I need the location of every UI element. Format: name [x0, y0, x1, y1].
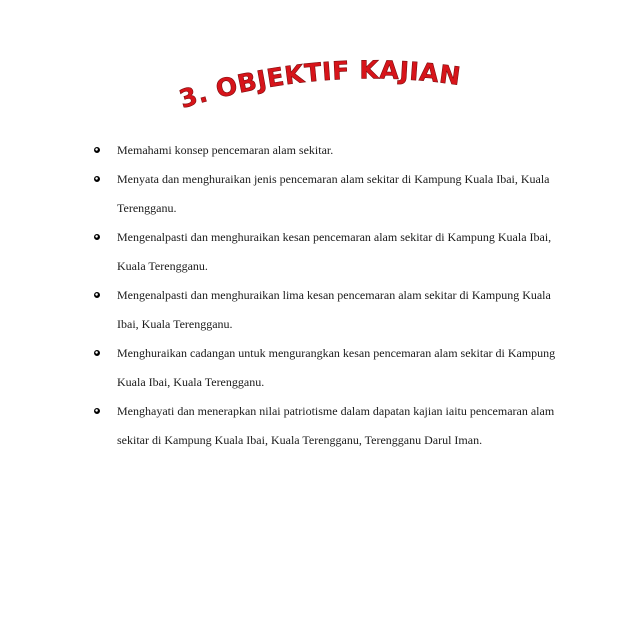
objective-text: Mengenalpasti dan menghuraikan kesan pencemaran alam sekitar di Kampung Kuala Ibai, Kuala Terengganu.	[117, 230, 552, 273]
page-title-text: 3. OBJEKTIF KAJIAN	[175, 55, 463, 114]
list-item	[92, 136, 562, 165]
list-item	[92, 339, 562, 397]
list-item	[92, 165, 562, 223]
round-bullet-icon	[94, 234, 100, 240]
objective-text: Memahami konsep pencemaran alam sekitar.	[117, 143, 334, 157]
objective-text: Menghuraikan cadangan untuk mengurangkan kesan pencemaran alam sekitar di Kampung Kuala Ibai, Kuala Terengganu.	[117, 346, 556, 389]
round-bullet-icon	[94, 292, 100, 298]
round-bullet-icon	[94, 147, 100, 153]
round-bullet-icon	[94, 176, 100, 182]
list-item	[92, 223, 562, 281]
page-title	[176, 55, 463, 114]
list-item	[92, 281, 562, 339]
round-bullet-icon	[94, 350, 100, 356]
page-title-wordart	[175, 55, 463, 114]
objective-text: Mengenalpasti dan menghuraikan lima kesan pencemaran alam sekitar di Kampung Kuala Ibai, Kuala Terengganu.	[117, 288, 551, 331]
objective-text: Menghayati dan menerapkan nilai patriotisme dalam dapatan kajian iaitu pencemaran alam sekitar di Kampung Kuala Ibai, Kuala Terengganu, Terengganu Darul Iman.	[117, 404, 555, 447]
objective-text: Menyata dan menghuraikan jenis pencemaran alam sekitar di Kampung Kuala Ibai, Kuala Terengganu.	[117, 172, 550, 215]
title-arc	[175, 55, 463, 114]
list-item	[92, 397, 562, 455]
objectives-list	[92, 136, 562, 455]
round-bullet-icon	[94, 408, 100, 414]
